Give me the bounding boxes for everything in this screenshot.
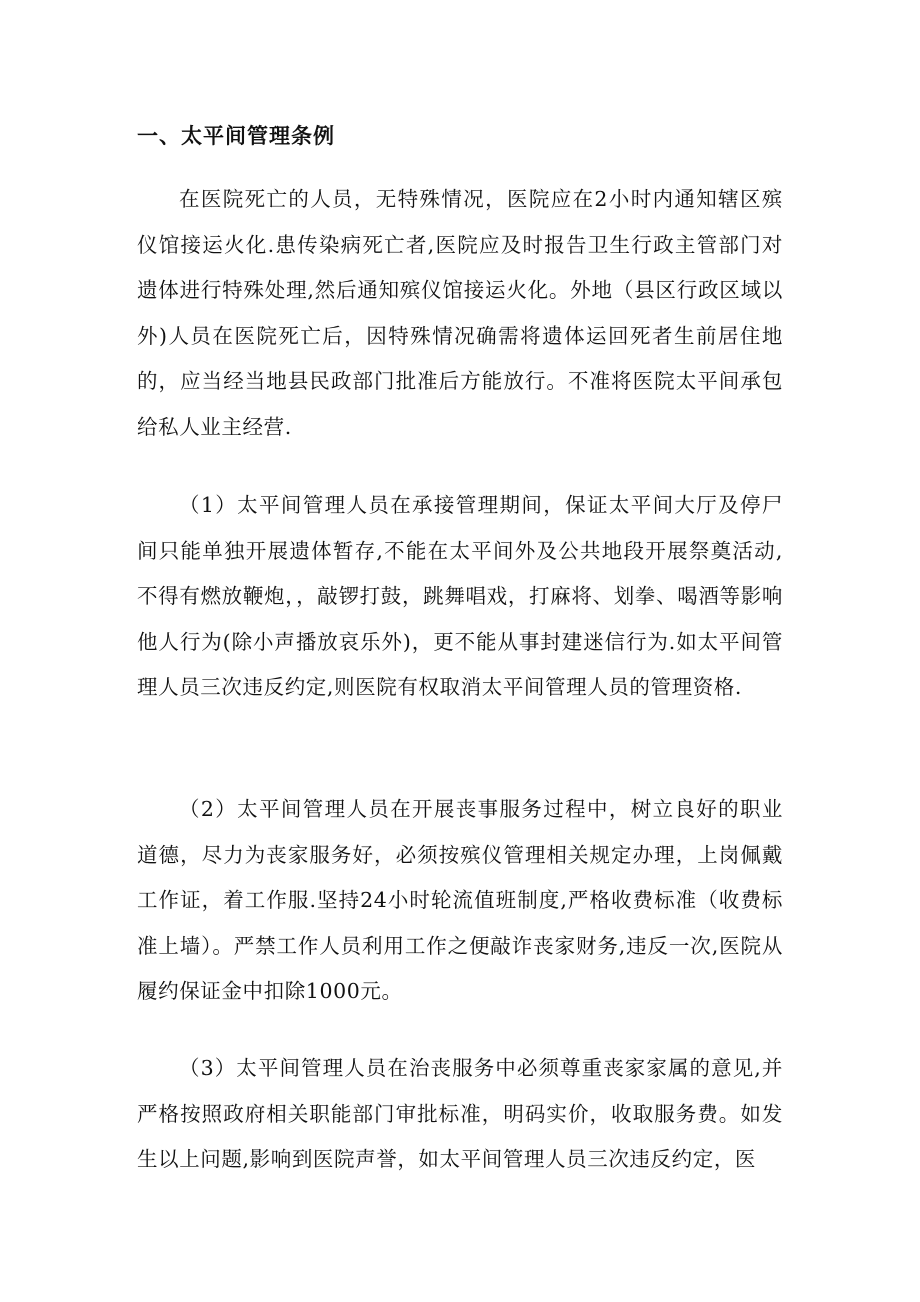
paragraph-item-3: （3）太平间管理人员在治丧服务中必须尊重丧家家属的意见,并严格按照政府相关职能部门审批标准，明码实价，收取服务费。如发生以上问题,影响到医院声誉，如太平间管理人员三次违反约定，医 [137, 1056, 783, 1171]
section-heading: 一、太平间管理条例 [137, 124, 335, 148]
paragraph-item-1: （1）太平间管理人员在承接管理期间，保证太平间大厅及停尸间只能单独开展遗体暂存,不能在太平间外及公共地段开展祭奠活动,不得有燃放鞭炮，，敲锣打鼓，跳舞唱戏，打麻将、划拳、喝酒等影响他人行为(除小声播放哀乐外)，更不能从事封建迷信行为.如太平间管理人员三次违反约定,则医院有权取消太平间管理人员的管理资格. [137, 493, 783, 699]
paragraph-intro: 在医院死亡的人员，无特殊情况，医院应在2小时内通知辖区殡仪馆接运火化.患传染病死亡者,医院应及时报告卫生行政主管部门对遗体进行特殊处理,然后通知殡仪馆接运火化。外地（县区行政区域以外)人员在医院死亡后，因特殊情况确需将遗体运回死者生前居住地的，应当经当地县民政部门批准后方能放行。不准将医院太平间承包给私人业主经营. [137, 187, 783, 439]
paragraph-item-2: （2）太平间管理人员在开展丧事服务过程中，树立良好的职业道德，尽力为丧家服务好，必须按殡仪管理相关规定办理，上岗佩戴工作证，着工作服.坚持24小时轮流值班制度,严格收费标准（收费标准上墙）。严禁工作人员利用工作之便敲诈丧家财务,违反一次,医院从履约保证金中扣除1000元。 [137, 797, 783, 1003]
